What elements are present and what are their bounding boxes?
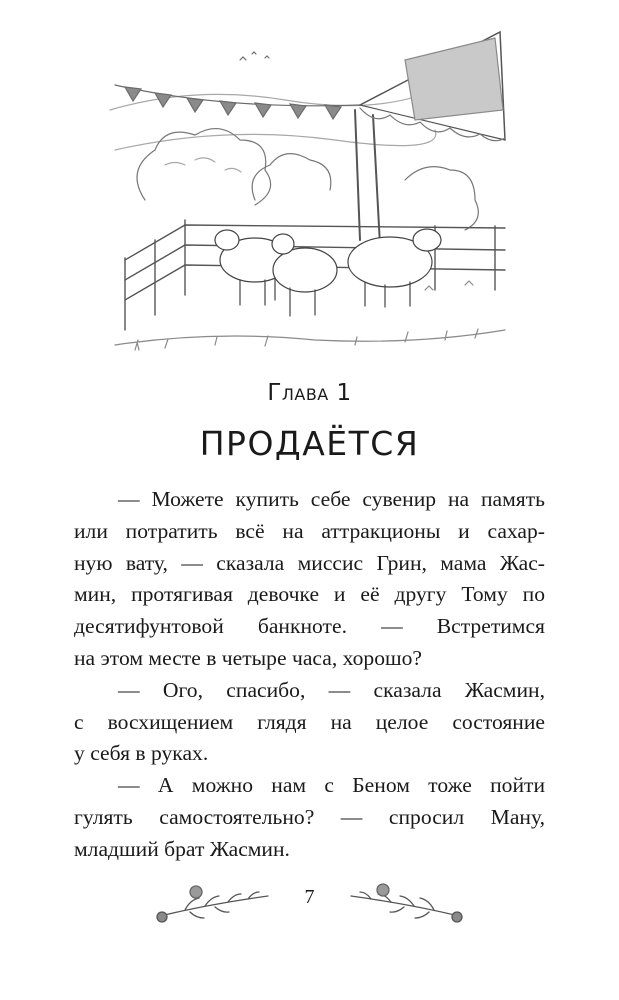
tent-icon: [355, 32, 505, 245]
chapter-illustration: [105, 30, 510, 370]
body-line: младший брат Жасмин.: [74, 836, 290, 861]
body-line: — Ого, спасибо, — сказала Жасмин,: [118, 677, 545, 702]
birds-icon: [240, 52, 269, 60]
body-line: — А можно нам с Беном тоже пойти: [118, 773, 545, 798]
body-line: мин, протягивая девочке и её другу Тому по: [74, 582, 545, 607]
chapter-label: Глава 1: [267, 380, 352, 406]
bushes-icon: [137, 129, 478, 230]
body-line: или потратить всё на аттракционы и сахар-: [74, 518, 545, 543]
body-line: с восхищением глядя на целое состояние: [74, 709, 545, 734]
body-line: ную вату, — сказала миссис Грин, мама Жас-: [74, 550, 545, 575]
chapter-title: ПРОДАЁТСЯ: [199, 424, 420, 463]
body-line: — Можете купить себе сувенир на память: [118, 487, 545, 511]
body-line: на этом месте в четыре часа, хорошо?: [74, 645, 423, 670]
body-line: десятифунтовой банкноте. — Встретимся: [74, 614, 545, 639]
body-text: [74, 484, 545, 866]
body-line: у себя в руках.: [74, 741, 209, 766]
page-number: 7: [304, 886, 315, 908]
body-line: гулять самостоятельно? — спросил Ману,: [74, 804, 545, 829]
sheep-icon: [215, 229, 441, 316]
